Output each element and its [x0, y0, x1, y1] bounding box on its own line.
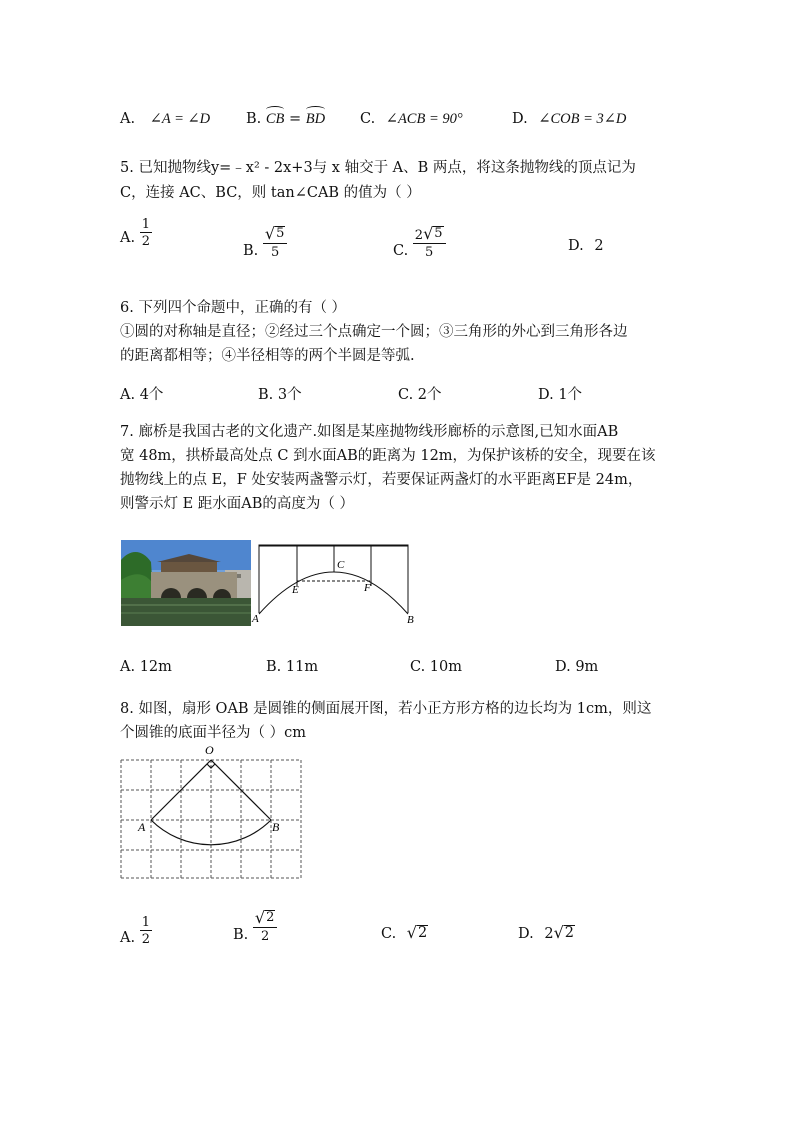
parabola-arch	[259, 572, 408, 614]
q6-option-b: B. 3个	[258, 387, 302, 403]
label-C: C	[337, 559, 345, 571]
q8-stem-line1: 8. 如图，扇形 OAB 是圆锥的侧面展开图，若小正方形方格的边长均为 1cm，则这	[120, 701, 652, 717]
q7-option-b: B. 11m	[266, 659, 319, 675]
label-O: O	[205, 743, 214, 757]
q8-option-b: B. √ 2 2	[233, 910, 277, 943]
q7-option-c: C. 10m	[410, 659, 462, 675]
q7-stem-line4: 则警示灯 E 距水面AB的高度为（ ）	[120, 496, 355, 512]
q6-stem-line2: ①圆的对称轴是直径；②经过三个点确定一个圆；③三角形的外心到三角形各边	[120, 324, 628, 340]
q8-option-a: A. $\frac{1}{2}$	[120, 915, 150, 947]
q5-stem-line1: 5. 已知抛物线y=﹣x² - 2x+3与 x 轴交于 A、B 两点，将这条抛物线的顶点记为	[120, 160, 636, 176]
grid-lines	[121, 760, 301, 878]
label-B: B	[272, 820, 280, 834]
sector-grid-diagram	[118, 742, 304, 882]
q5-option-a: A. $\frac{1}{2}$	[120, 217, 150, 249]
q4-option-a-expr: ∠A = ∠D	[149, 111, 211, 127]
q6-option-c: C. 2个	[398, 387, 442, 403]
q7-stem-line1: 7. 廊桥是我国古老的文化遗产.如图是某座抛物线形廊桥的示意图,已知水面AB	[120, 424, 619, 440]
q8-option-c: C. √ 2	[381, 923, 428, 942]
bridge-diagram	[250, 538, 418, 630]
label-E: E	[292, 584, 299, 596]
label-A: A	[252, 613, 259, 625]
q7-option-a: A. 12m	[120, 659, 172, 675]
q8-stem-line2: 个圆锥的底面半径为（ ）cm	[120, 725, 306, 741]
q6-option-d: D. 1个	[538, 387, 583, 403]
q5-option-d: D. 2	[568, 238, 604, 254]
q7-option-d: D. 9m	[555, 659, 599, 675]
q4-option-c: C. ∠ACB = 90°	[360, 111, 463, 127]
q6-option-a: A. 4个	[120, 387, 164, 403]
label-F: F	[364, 582, 371, 594]
q7-stem-line2: 宽 48m，拱桥最高处点 C 到水面AB的距离为 12m，为保护该桥的安全，现要在该	[120, 448, 656, 464]
q4-option-a: A. ∠A = ∠D	[120, 111, 211, 127]
q7-stem-line3: 抛物线上的点 E，F 处安装两盏警示灯，若要保证两盏灯的水平距离EF是 24m，	[120, 472, 643, 488]
q5-option-c: C. 2 √ 5 5	[393, 226, 446, 259]
q6-stem-line3: 的距离都相等；④半径相等的两个半圆是等弧.	[120, 348, 415, 364]
label-A: A	[138, 820, 146, 834]
label-B: B	[407, 614, 414, 626]
q5-stem-line2: C，连接 AC、BC，则 tan∠CAB 的值为（ ）	[120, 185, 421, 201]
q4-option-d: D. ∠COB = 3∠D	[512, 111, 627, 127]
q4-option-b-arc2: BD	[305, 111, 326, 127]
q8-option-d: D. 2 √ 2	[518, 923, 574, 942]
q6-stem-line1: 6. 下列四个命题中，正确的有（ ）	[120, 300, 347, 316]
q4-option-b: B. CB = BD	[246, 111, 326, 127]
q5-option-b: B. √ 5 5	[243, 226, 287, 259]
bridge-photo	[121, 540, 251, 626]
q4-option-b-arc1: CB	[265, 111, 285, 127]
